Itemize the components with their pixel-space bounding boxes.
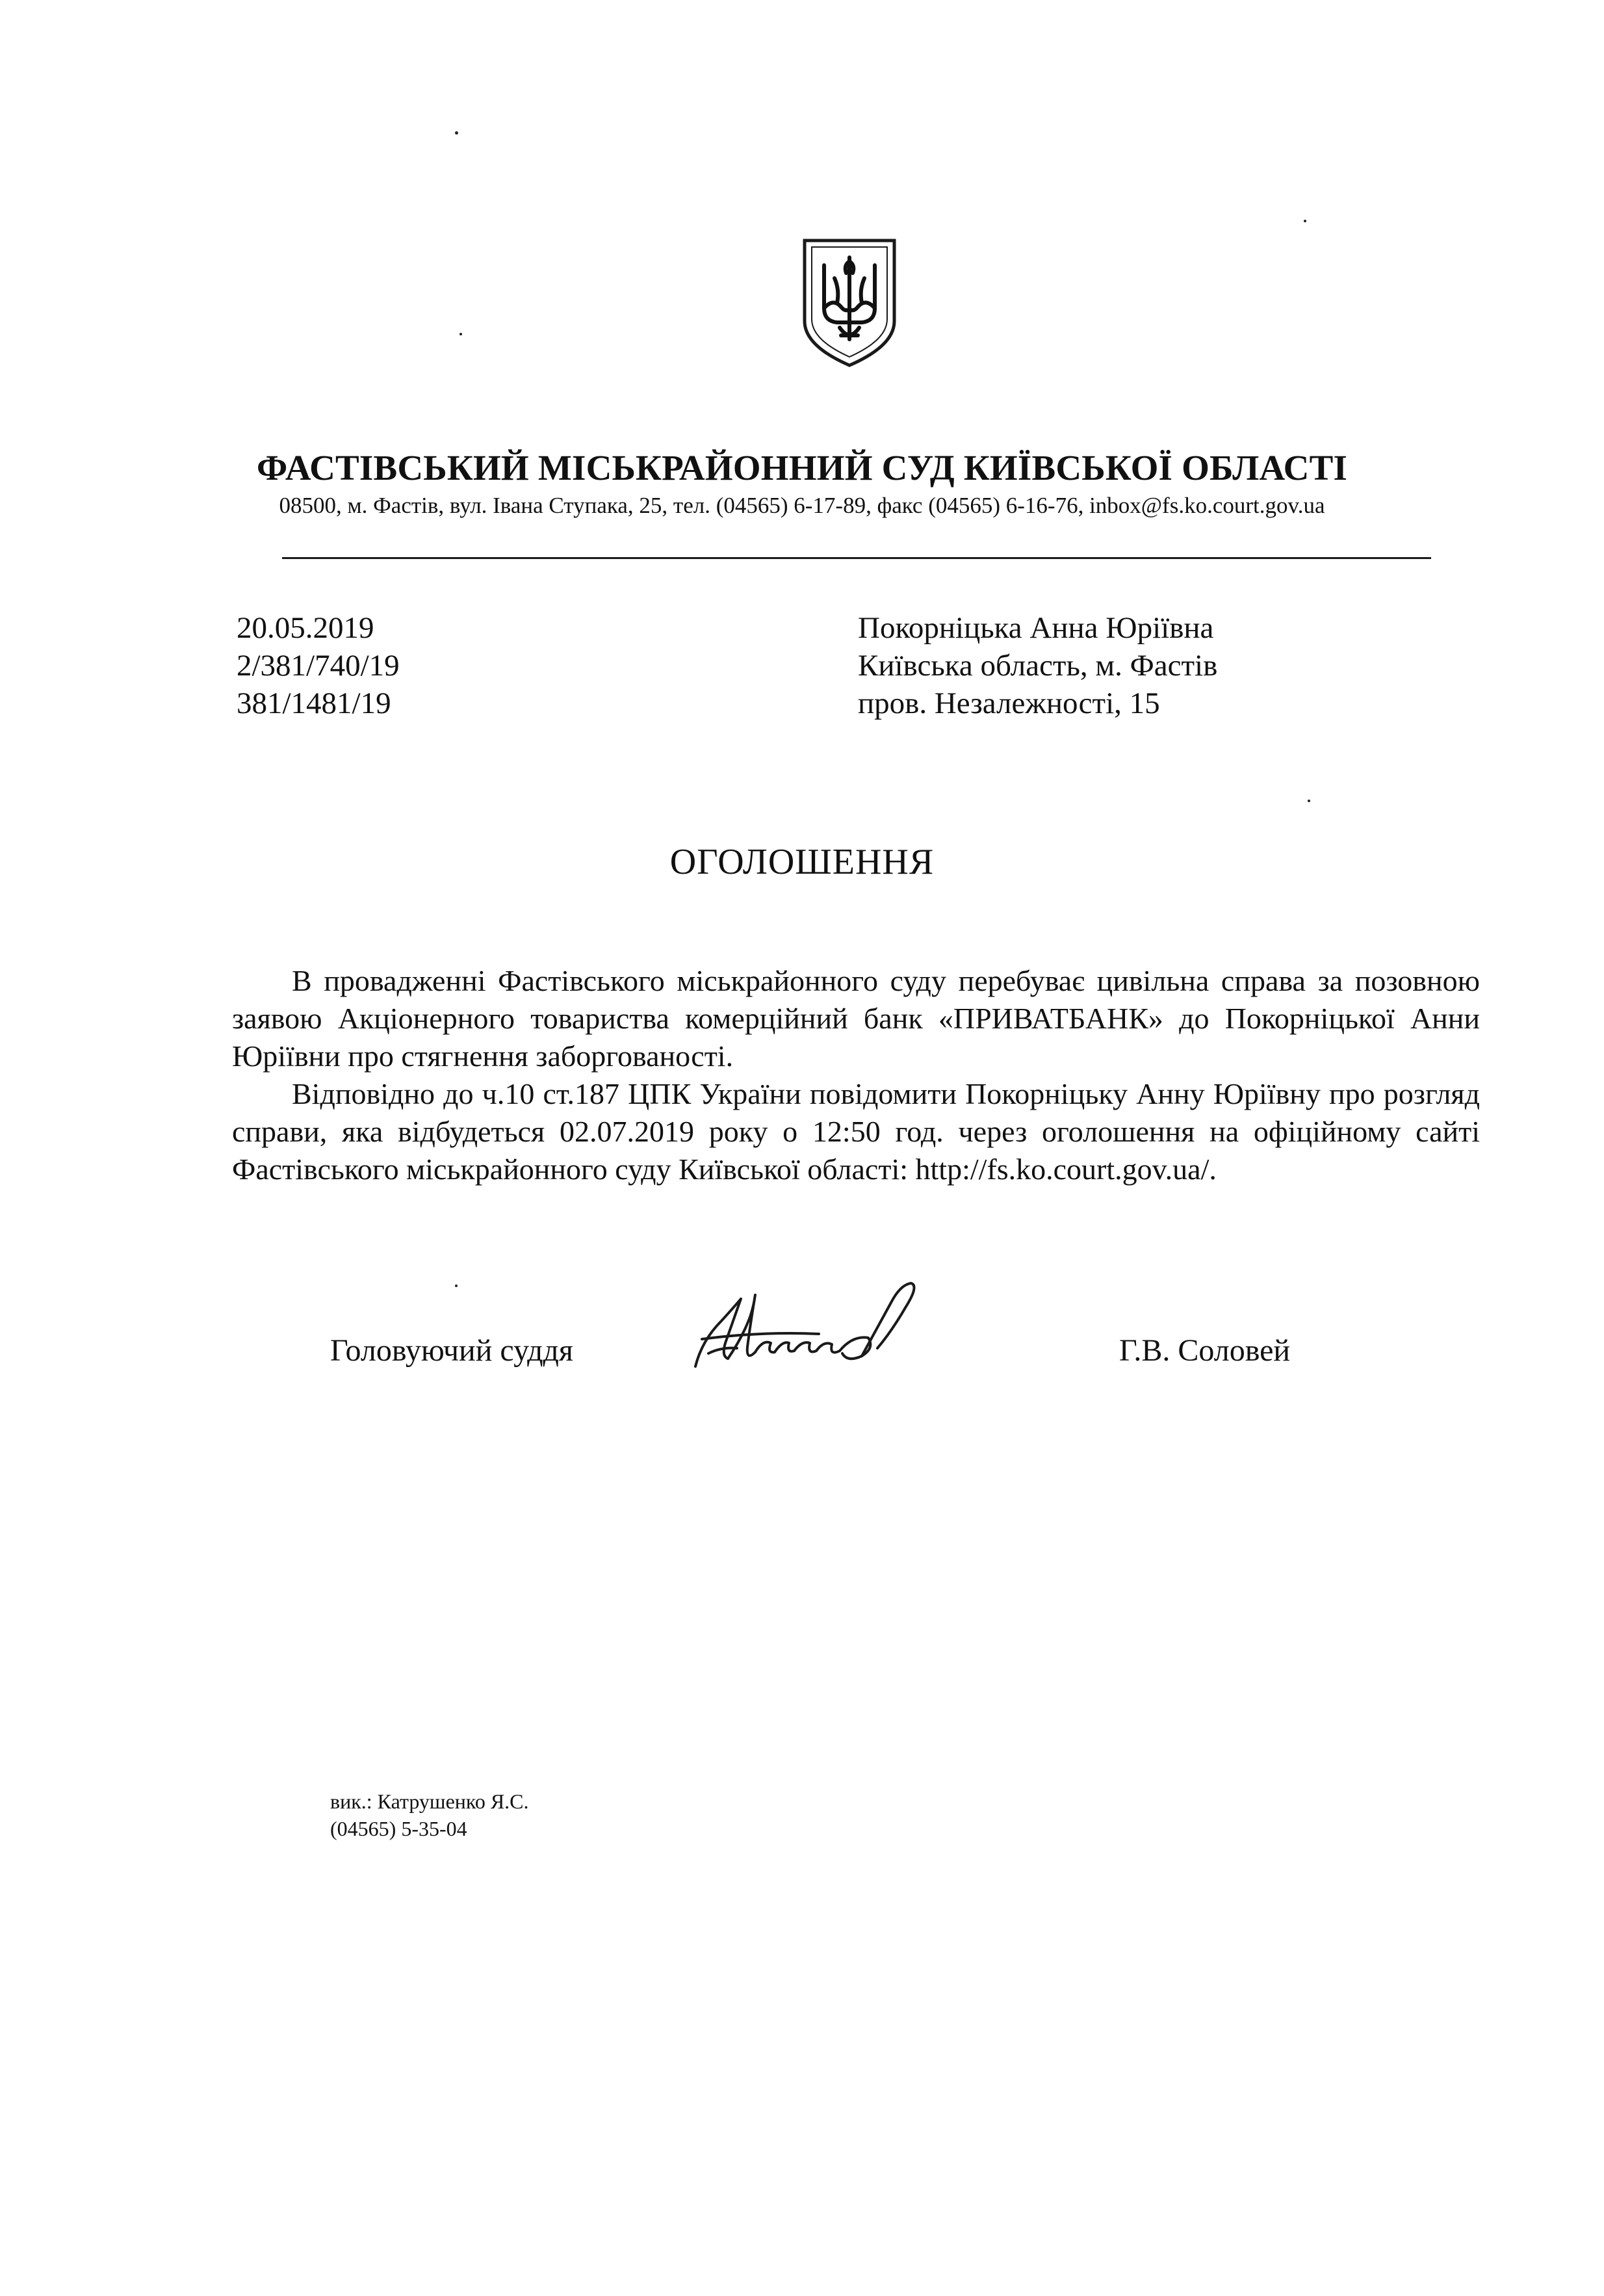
executor-name: вик.: Катрушенко Я.С.: [330, 1790, 529, 1813]
body-paragraph-2-text: Відповідно до ч.10 ст.187 ЦПК України повідомити Покорніцьку Анну Юріївну про розгляд справи, яка відбудеться 02.07.2019 року о 12:50 год. через оголошення на офіційному сайті Фастівського міськрайонного суду Київської області: http://fs.ko.court.gov.ua/.: [232, 1077, 1480, 1186]
body-paragraph-1: [232, 962, 1480, 1075]
scan-speck: [459, 333, 462, 335]
recipient-name: Покорніцька Анна Юріївна: [858, 611, 1214, 645]
document-title: ОГОЛОШЕННЯ: [669, 842, 935, 882]
body-paragraph-2: [232, 1075, 1480, 1188]
outgoing-number: 381/1481/19: [237, 686, 391, 720]
recipient-locality: Київська область, м. Фастів: [858, 649, 1218, 683]
header-divider: [282, 557, 1431, 559]
scan-speck: [1304, 220, 1306, 222]
court-address: 08500, м. Фастів, вул. Івана Ступака, 25, тел. (04565) 6-17-89, факс (04565) 6-16-76, inbox@fs.ko.court.gov.ua: [279, 493, 1325, 518]
coat-of-arms-icon: [801, 238, 898, 368]
case-number: 2/381/740/19: [237, 649, 400, 683]
judge-role: Головуючий суддя: [330, 1333, 573, 1368]
document-date: 20.05.2019: [237, 611, 374, 645]
recipient-street: пров. Незалежності, 15: [858, 686, 1160, 720]
court-name: ФАСТІВСЬКИЙ МІСЬКРАЙОННИЙ СУД КИЇВСЬКОЇ ОБЛАСТІ: [256, 448, 1348, 488]
judge-name: Г.В. Соловей: [1119, 1333, 1291, 1368]
scan-speck: [455, 1285, 458, 1287]
scan-speck: [455, 131, 458, 135]
body-paragraph-1-text: В провадженні Фастівського міськрайонного суду перебуває цивільна справа за позовною заявою Акціонерного товариства комерційний банк «ПРИВАТБАНК» до Покорніцької Анни Юріївни про стягнення заборгованості.: [232, 964, 1480, 1073]
scan-speck: [1308, 800, 1310, 802]
executor-phone: (04565) 5-35-04: [330, 1817, 467, 1840]
handwritten-signature: [682, 1275, 942, 1386]
